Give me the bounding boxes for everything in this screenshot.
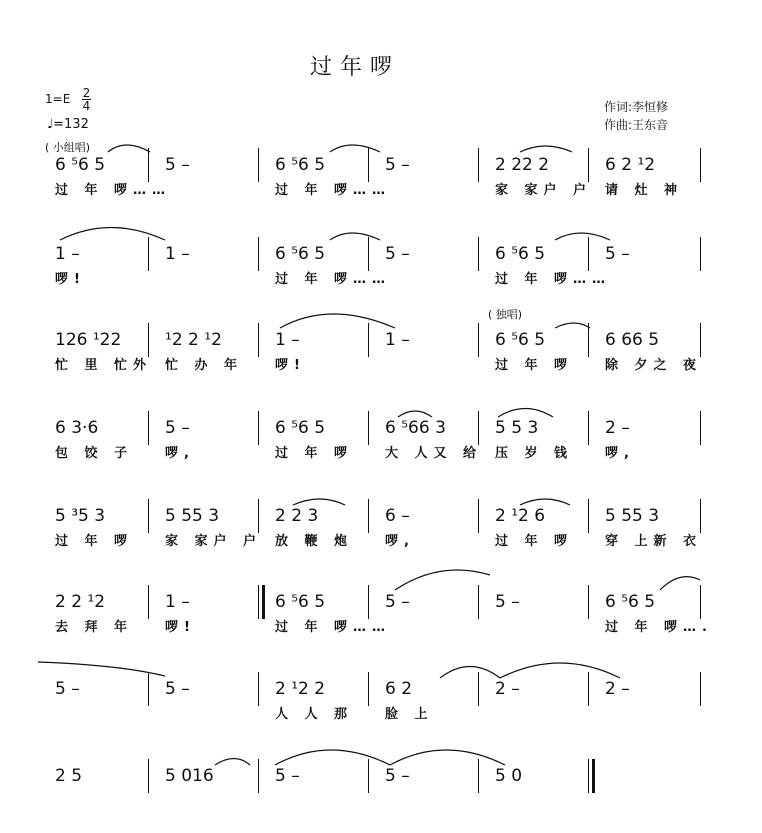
measure-notes: 5 – bbox=[385, 766, 410, 786]
measure-notes: 5 – bbox=[495, 592, 520, 612]
measure-lyrics: 啰! bbox=[275, 358, 306, 373]
measure-lyrics: 啰, bbox=[385, 534, 415, 549]
measure-lyrics: 除 夕之 夜 bbox=[605, 358, 703, 373]
slur bbox=[555, 233, 610, 240]
slur bbox=[498, 409, 553, 418]
slur bbox=[395, 570, 490, 590]
slur bbox=[38, 662, 165, 676]
measure-lyrics: 过 年 啰…. bbox=[605, 620, 713, 635]
measure-notes: 1 – bbox=[385, 330, 410, 350]
measure-lyrics: 人 人 那 bbox=[275, 707, 354, 722]
slur bbox=[293, 499, 345, 505]
measure-notes: 2 22 2 bbox=[495, 155, 550, 175]
measure-lyrics: 忙 办 年 bbox=[165, 358, 244, 373]
slur bbox=[520, 499, 570, 505]
slur bbox=[555, 323, 590, 328]
measure-notes: 5 – bbox=[385, 592, 410, 612]
composer-credit: 作曲:王东音 bbox=[604, 118, 669, 132]
slur bbox=[440, 667, 500, 679]
measure-notes: 5 ³5 3 bbox=[55, 506, 106, 526]
measure-notes: 2 2 3 bbox=[275, 506, 319, 526]
measure-notes: 2 – bbox=[495, 679, 520, 699]
measure-lyrics: 啰, bbox=[165, 446, 195, 461]
measure-notes: 5 – bbox=[55, 679, 80, 699]
measure-notes: 5 016 bbox=[165, 766, 214, 786]
measure-lyrics: 包 饺 子 bbox=[55, 446, 134, 461]
slur bbox=[275, 750, 390, 765]
measure-lyrics: 过 年 啰…… bbox=[275, 183, 392, 198]
measure-lyrics: 去 拜 年 bbox=[55, 620, 134, 635]
measure-notes: 6 ⁵66 3 bbox=[385, 418, 446, 438]
measure-lyrics: 家 家户 户 bbox=[495, 183, 593, 198]
solo-mark: ( 独唱) bbox=[488, 308, 523, 321]
measure-lyrics: 大 人又 给 bbox=[385, 446, 483, 461]
measure-notes: 6 ⁵6 5 bbox=[55, 155, 106, 175]
measure-notes: 1 – bbox=[55, 244, 80, 264]
measure-lyrics: 过 年 啰…… bbox=[495, 272, 612, 287]
measure-notes: 6 ⁵6 5 bbox=[275, 155, 326, 175]
slur bbox=[60, 228, 165, 241]
measure-lyrics: 过 年 啰…… bbox=[275, 272, 392, 287]
time-denominator: 4 bbox=[82, 99, 91, 113]
measure-lyrics: 啰! bbox=[55, 272, 86, 287]
measure-lyrics: 过 年 啰 bbox=[495, 534, 574, 549]
slur bbox=[330, 145, 380, 152]
measure-notes: 1 – bbox=[165, 592, 190, 612]
slur bbox=[398, 411, 432, 417]
slur bbox=[390, 750, 505, 765]
measure-notes: 2 5 bbox=[55, 766, 83, 786]
measure-notes: 5 – bbox=[165, 679, 190, 699]
measure-notes: 6 ⁵6 5 bbox=[495, 244, 546, 264]
measure-notes: 5 – bbox=[385, 244, 410, 264]
measure-notes: 6 ⁵6 5 bbox=[275, 418, 326, 438]
measure-notes: 2 – bbox=[605, 679, 630, 699]
measure-lyrics: 过 年 啰 bbox=[55, 534, 134, 549]
measure-lyrics: 过 年 啰 bbox=[495, 358, 574, 373]
measure-notes: ¹2 2 ¹2 bbox=[165, 330, 222, 350]
measure-lyrics: 过 年 啰 bbox=[275, 446, 354, 461]
time-numerator: 2 bbox=[82, 86, 91, 100]
measure-notes: 6 2 ¹2 bbox=[605, 155, 656, 175]
measure-notes: 5 55 3 bbox=[165, 506, 220, 526]
measure-notes: 2 – bbox=[605, 418, 630, 438]
measure-notes: 5 5 3 bbox=[495, 418, 539, 438]
measure-lyrics: 请 灶 神 bbox=[605, 183, 684, 198]
measure-notes: 6 66 5 bbox=[605, 330, 660, 350]
measure-lyrics: 啰, bbox=[605, 446, 635, 461]
measure-notes: 5 – bbox=[605, 244, 630, 264]
measure-notes: 5 – bbox=[165, 155, 190, 175]
measure-notes: 6 ⁵6 5 bbox=[275, 244, 326, 264]
measure-lyrics: 过 年 啰…… bbox=[55, 183, 172, 198]
measure-lyrics: 忙 里 忙外 bbox=[55, 358, 153, 373]
slur bbox=[108, 145, 150, 152]
measure-notes: 5 55 3 bbox=[605, 506, 660, 526]
key-signature: 1=E bbox=[45, 92, 71, 106]
measure-notes: 2 2 ¹2 bbox=[55, 592, 106, 612]
measure-notes: 2 ¹2 6 bbox=[495, 506, 546, 526]
measure-notes: 6 2 bbox=[385, 679, 413, 699]
measure-notes: 5 0 bbox=[495, 766, 523, 786]
page-title: 过年啰 bbox=[309, 55, 400, 80]
tempo-mark: ♩=132 bbox=[47, 117, 89, 132]
measure-lyrics: 啰! bbox=[165, 620, 196, 635]
measure-lyrics: 压 岁 钱 bbox=[495, 446, 574, 461]
measure-notes: 5 – bbox=[165, 418, 190, 438]
measure-notes: 126 ¹22 bbox=[55, 330, 122, 350]
measure-lyrics: 放 鞭 炮 bbox=[275, 534, 354, 549]
measure-notes: 6 ⁵6 5 bbox=[605, 592, 656, 612]
measure-lyrics: 穿 上新 衣 bbox=[605, 534, 703, 549]
lyricist-credit: 作词:李恒修 bbox=[604, 100, 669, 114]
measure-lyrics: 脸 上 bbox=[385, 707, 434, 722]
measure-lyrics: 家 家户 户 bbox=[165, 534, 263, 549]
measure-lyrics: 过 年 啰…… bbox=[275, 620, 392, 635]
measure-notes: 2 ¹2 2 bbox=[275, 679, 326, 699]
measure-notes: 1 – bbox=[165, 244, 190, 264]
slur bbox=[520, 146, 572, 152]
slur bbox=[500, 663, 620, 678]
measure-notes: 6 ⁵6 5 bbox=[275, 592, 326, 612]
measure-notes: 6 3·6 bbox=[55, 418, 99, 438]
measure-notes: 1 – bbox=[275, 330, 300, 350]
slur bbox=[280, 314, 395, 328]
slur bbox=[660, 577, 700, 590]
measure-notes: 5 – bbox=[275, 766, 300, 786]
measure-notes: 5 – bbox=[385, 155, 410, 175]
measure-notes: 6 ⁵6 5 bbox=[495, 330, 546, 350]
measure-notes: 6 – bbox=[385, 506, 410, 526]
group-singing-mark: ( 小组唱) bbox=[45, 141, 91, 154]
slur bbox=[215, 759, 250, 766]
slur bbox=[330, 233, 380, 240]
